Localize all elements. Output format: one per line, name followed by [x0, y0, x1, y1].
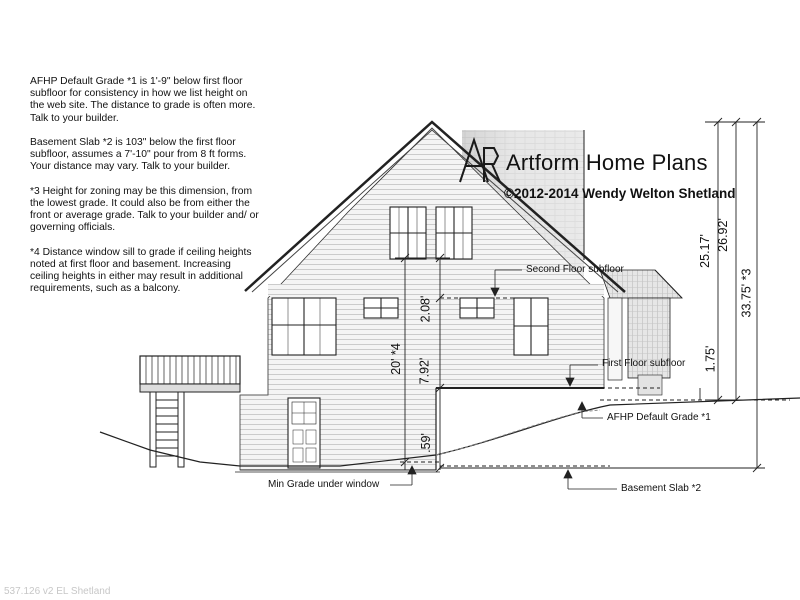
note-zoning-height: *3 Height for zoning may be this dimension, from the lowest grade. It could also be from either the front or average grade. Talk to your builder and/ or governing officials. [30, 185, 259, 234]
porch [600, 270, 682, 395]
brand-name: Artform Home Plans [506, 150, 708, 175]
label-first-floor-subfloor: First Floor subfloor [602, 358, 686, 369]
plan-notes [30, 76, 262, 308]
label-second-floor-subfloor: Second Floor subfloor [526, 264, 624, 275]
grade-line [100, 398, 800, 466]
plan-reference: 537.126 v2 EL Shetland [4, 586, 111, 597]
note-default-grade: AFHP Default Grade *1 is 1'-9" below first floor subfloor for consistency in how we list height on the web site. The distance to grade is often more. Talk to your builder. [30, 76, 256, 124]
deck [140, 356, 240, 467]
dim-25-17: 25.17' [697, 234, 712, 268]
dim-7-92: 7.92' [417, 357, 432, 385]
dim-2-08: 2.08' [418, 295, 433, 323]
note-window-sill: *4 Distance window sill to grade if ceiling heights noted at first floor and basement. Increasing ceiling heights in either may result in additional requirements, such as a balcony. [30, 246, 252, 295]
brand-copyright: ©2012-2014 Wendy Welton Shetland [504, 186, 736, 201]
basement-door [288, 398, 320, 468]
label-basement-slab: Basement Slab *2 [621, 483, 702, 494]
label-default-grade: AFHP Default Grade *1 [607, 412, 711, 423]
label-min-grade: Min Grade under window [268, 479, 380, 490]
dim-0-59: .59' [418, 433, 433, 453]
dim-20-window: 20' *4 [388, 343, 403, 375]
note-basement-slab: Basement Slab *2 is 103" below the first floor subfloor, assumes a 7'-10" pour from 8 ft forms. Your distance may vary. Talk to your builder. [30, 137, 247, 173]
dim-1-75: 1.75' [703, 345, 718, 373]
dim-26-92: 26.92' [715, 218, 730, 252]
dim-33-75: 33.75' *3 [739, 268, 754, 318]
